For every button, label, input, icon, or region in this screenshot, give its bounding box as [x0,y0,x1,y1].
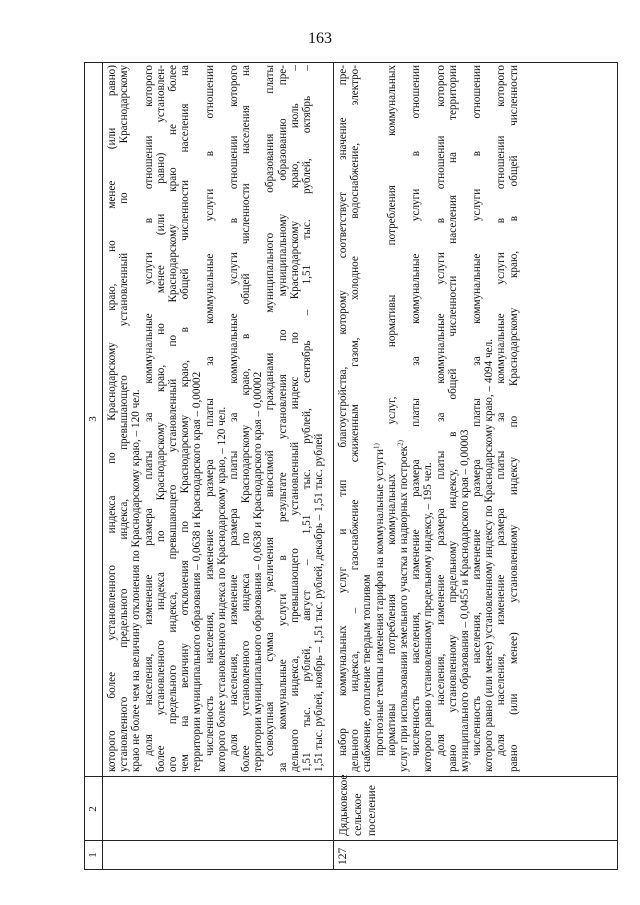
text-line: территории муниципального образования – 0,0638 и Краснодарского края – 0,00002 [252,371,265,772]
column-divider-2 [85,776,617,777]
text-line: которого более установленного индекса по Краснодарскому краю, – 120 чел. [215,406,228,772]
text-line: краю не более чем на величину отклонения по Краснодарскому краю, – 120 чел. [130,389,143,772]
column-divider-1 [85,840,617,841]
row-number: 127 [337,847,349,865]
text-line: муниципального образования – 0,0455 и Краснодарского края – 0,00003 [458,429,471,772]
text-line: численность населения, изменение размера платы за коммунальные услуги в отношении [471,65,484,756]
text-line: установленного предельного индекса, превышающего установленный по Краснодарскому [118,65,131,772]
text-line: совокупная сумма увеличения вносимой гражданами муниципального образования платы [264,65,277,756]
text-line: дельного индекса, превышающего установленный индекс по Краснодарскому краю, июль – [288,65,301,772]
header-col-2: 2 [87,806,99,812]
text-line: снабжение, отопление твердым топливом [361,574,374,772]
text-line: набор коммунальных услуг и тип благоустройства, которому соответствует значение пре- [337,65,349,756]
continuation-text [106,65,325,772]
text-line: доля населения, изменение размера платы за коммунальные услуги в отношении которого [142,65,155,756]
text-line: равно (или менее) установленному индексу по Краснодарскому краю, в общей численности [507,65,520,772]
row-divider [333,63,334,869]
text-line: которого равно (или менее) установленному индексу по Краснодарскому краю, – 4094 чел. [483,339,496,772]
footnote-ref: 1) [371,443,380,450]
text-line: которого более установленного индекса по Краснодарскому краю, но менее (или равно) [106,65,118,772]
text-line: доля населения, изменение размера платы за коммунальные услуги в отношении которого [434,65,447,756]
text-line: равно установленному предельному индексу, в общей численности населения на территории [446,65,459,772]
text-line: нормативы потребления коммунальных услуг, нормативы потребления коммунальных [385,65,398,756]
text-line: услуг при использовании земельного участка и надворных построек$^{2)}$ [396,440,410,772]
text-line: 1,51 тыс. рублей, ноябрь – 1,51 тыс. рублей, декабрь – 1,51 тыс. рублей [313,433,326,772]
text-line: доля населения, изменение размера платы за коммунальные услуги в отношении которого [227,65,240,756]
text-line: прогнозные темпы изменения тарифов на коммунальные услуги$^{1)}$ [371,443,386,756]
text-line: 1,51 тыс. рублей, август – 1,51 тыс. рублей, сентябрь – 1,51 тыс. рублей, октябрь – [301,65,313,772]
text-line: которого равно установленному предельному индексу, – 195 чел. [422,462,435,772]
text-line: за коммунальные услуги в результате установления по муниципальному образованию пре- [276,65,289,772]
data-table [84,62,618,870]
text-line: доля населения, изменение размера платы за коммунальные услуги в отношении которого [495,65,508,756]
row-description [337,65,520,772]
text-line: ого предельного индекса, превышающего установленный по Краснодарскому краю не более [166,65,179,772]
header-col-1: 1 [87,852,99,858]
text-line: более установленного индекса по Краснодарскому краю, в общей численности населения на [240,65,253,772]
footnote-ref: 2) [396,440,405,446]
text-line: чем на величину отклонения по Краснодарскому краю, в общей численности населения на [179,65,192,772]
header-divider [102,63,103,869]
text-line: более установленного индекса по Краснодарскому краю, но менее (или равно) установлен- [154,65,167,772]
row-name: Дядьковское сельское поселение [338,774,378,836]
page-number: 163 [308,30,332,47]
header-col-3: 3 [87,416,99,422]
text-line: дельного индекса, – газоснабжение сжиженным газом, холодное водоснабжение, электро- [349,65,362,772]
text-line: территории муниципального образования – 0,0638 и Краснодарского края – 0,00002 [191,371,204,772]
rotated-table-area [84,62,618,870]
text-line: численность населения, изменение размера платы за коммунальные услуги в отношении [203,65,216,756]
text-line: численность населения, изменение размера платы за коммунальные услуги в отношении [410,65,423,756]
